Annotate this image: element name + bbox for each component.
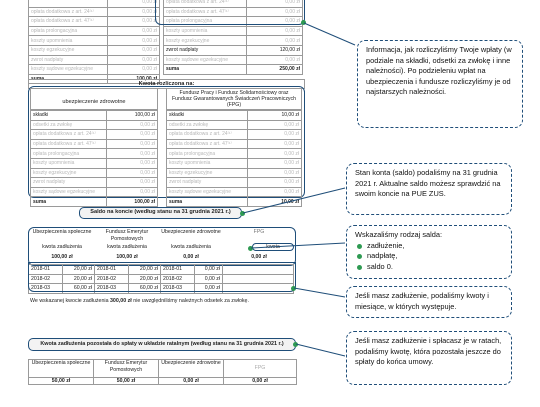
row-value: 0,00 zł — [107, 65, 159, 75]
inst-value-zdr: 0,00 zł — [158, 377, 224, 385]
connector-line-4 — [294, 288, 345, 297]
saldo-note-suffix: nie uwzględniliśmy należnych odsetek za zwłokę. — [131, 298, 249, 304]
row-label: opłata dodatkowa z art. 24⁽¹⁾ — [31, 130, 107, 140]
inst-value-fpg: 0,00 zł — [223, 377, 297, 385]
row-value: 100,00 zł — [107, 197, 158, 207]
callout-payments: Informacja, jak rozliczyliśmy Twoje wpłaty (w podziale na składki, odsetki za zwłokę i inne należności). Po podzieleniu wpłat na ubezpieczenia i fundusze rozliczyliśmy je od najstarszych należności. — [357, 40, 523, 128]
connector-line-3 — [251, 243, 345, 248]
saldo-type-list — [355, 241, 503, 273]
callout-installments: Jeśli masz zadłużenie i spłacasz je w ratach, podaliśmy kwotę, która pozostała jeszcze do spłaty do końca umowy. — [346, 331, 512, 385]
fpg-header: Fundusz Pracy i Fundusz Solidarnościowy oraz Fundusz Gwarantowanych Świadczeń Pracowniczych (FPG) — [166, 88, 302, 110]
row-value: 0,00 zł — [107, 7, 159, 17]
debt-month: 2018-02 — [29, 274, 63, 284]
inst-header-zus: Ubezpieczenia społeczne — [28, 359, 94, 378]
row-label: opłata prolongacyjna — [167, 149, 248, 159]
debt-amount: 0,00 zł — [194, 284, 222, 294]
row-label: opłata prolongacyjna — [31, 149, 107, 159]
row-label: koszty sądowe egzekucyjne — [164, 55, 247, 65]
health-header: ubezpieczenie zdrowotne — [30, 88, 158, 110]
saldo-sub-fep: kwota zadłużenia — [107, 244, 147, 250]
row-label: opłata prolongacyjna — [164, 17, 247, 27]
row-label: opłata dodatkowa z art. 24⁽¹⁾ — [164, 0, 247, 7]
row-value: 10,00 zł — [248, 197, 302, 207]
row-value: 0,00 zł — [107, 26, 159, 36]
row-label: zwrot nadpłaty — [29, 55, 108, 65]
row-label: opłata prolongacyjna — [29, 26, 108, 36]
saldo-header-zus: Ubezpieczenia społeczne — [32, 229, 92, 235]
row-value: 0,00 zł — [107, 178, 158, 188]
debt-amount: 20,00 zł — [62, 274, 94, 284]
debt-month: 2018-02 — [95, 274, 129, 284]
saldo-bar: Saldo na koncie (według stanu na 31 grudnia 2021 r.) — [79, 207, 242, 219]
row-value: 0,00 zł — [107, 139, 158, 149]
row-value: 0,00 zł — [107, 149, 158, 159]
debt-amount: 20,00 zł — [128, 274, 160, 284]
row-value: 0,00 zł — [107, 36, 159, 46]
row-value: 0,00 zł — [107, 158, 158, 168]
debt-month: 2018-03 — [29, 284, 63, 294]
inst-header-fep: Fundusz Emerytur Pomostowych — [93, 359, 159, 378]
row-label: opłata dodatkowa z art. 47⁽¹⁾ — [31, 139, 107, 149]
callout-saldo-type-title: Wskazaliśmy rodzaj salda: — [355, 230, 443, 239]
row-label: zwrot nadpłaty — [164, 45, 247, 55]
row-value: 0,00 zł — [248, 178, 302, 188]
installment-bar: Kwota zadłużenia pozostała do spłaty w układzie ratalnym (według stanu na 31 grudnia 2021 r.) — [28, 338, 296, 351]
row-value: 0,00 zł — [248, 120, 302, 130]
row-label: koszty sądowe egzekucyjne — [167, 187, 248, 197]
debt-amount: 20,00 zł — [128, 265, 160, 275]
row-value: 100,00 zł — [107, 111, 158, 121]
row-value: 0,00 zł — [107, 55, 159, 65]
debt-amount: 0,00 zł — [194, 274, 222, 284]
row-label: koszty upomnienia — [167, 158, 248, 168]
row-value: 0,00 zł — [248, 158, 302, 168]
row-value: 0,00 zł — [248, 130, 302, 140]
row-value: 0,00 zł — [248, 149, 302, 159]
debt-month: 2018-01 — [95, 265, 129, 275]
row-value: 0,00 zł — [247, 0, 303, 7]
row-value: 0,00 zł — [248, 139, 302, 149]
row-label: opłata dodatkowa z art. 47⁽¹⁾ — [29, 17, 108, 27]
saldo-header-fep: Fundusz Emerytur Pomostowych — [105, 229, 149, 242]
debt-month: 2018-01 — [161, 265, 195, 275]
row-value: 10,00 zł — [248, 111, 302, 121]
row-label: suma — [29, 74, 108, 84]
row-value: 0,00 zł — [247, 17, 303, 27]
row-value: 0,00 zł — [107, 17, 159, 27]
distributed-title: Kwota rozliczona na: — [28, 79, 305, 89]
saldo-type-item: saldo 0. — [355, 262, 503, 273]
saldo-sub-fpg: kwota — [252, 243, 294, 251]
row-label: koszty sądowe egzekucyjne — [31, 187, 107, 197]
callout-saldo-type — [346, 225, 512, 279]
debt-amount: 60,00 zł — [128, 284, 160, 294]
row-label: odsetki za zwłokę — [31, 120, 107, 130]
row-label: zwrot nadpłaty — [167, 178, 248, 188]
row-label: koszty upomnienia — [164, 26, 247, 36]
saldo-type-item: nadpłatę, — [355, 251, 503, 262]
row-label: opłata dodatkowa z art. 47⁽¹⁾ — [164, 7, 247, 17]
row-value: 0,00 zł — [107, 187, 158, 197]
callout-debt-months: Jeśli masz zadłużenie, podaliśmy kwoty i miesiące, w których występuje. — [346, 286, 512, 318]
row-value: 0,00 zł — [247, 26, 303, 36]
row-label: opłata dodatkowa z art. 24⁽¹⁾ — [29, 7, 108, 17]
row-value: 250,00 zł — [247, 65, 303, 75]
row-value: 0,00 zł — [247, 36, 303, 46]
inst-value-zus: 50,00 zł — [28, 377, 94, 385]
saldo-total-fpg: 0,00 zł — [251, 254, 267, 260]
row-value: 0,00 zł — [107, 0, 159, 7]
saldo-header-fpg: FPG — [253, 229, 265, 235]
row-value: 0,00 zł — [247, 7, 303, 17]
inst-header-zdr: Ubezpieczenie zdrowotne — [158, 359, 224, 378]
connector-line-5 — [296, 344, 345, 356]
inst-value-fep: 50,00 zł — [93, 377, 159, 385]
connector-line-1 — [304, 23, 355, 45]
row-label: koszty egzekucyjne — [164, 36, 247, 46]
row-value: 0,00 zł — [248, 168, 302, 178]
row-label: opłata dodatkowa z art. 24⁽¹⁾ — [167, 130, 248, 140]
row-value: 100,00 zł — [107, 74, 159, 84]
saldo-sub-zdr: kwota zadłużenia — [171, 244, 211, 250]
saldo-total-zus: 100,00 zł — [51, 254, 73, 260]
row-label: składki — [31, 111, 107, 121]
row-value: 0,00 zł — [107, 45, 159, 55]
row-label: suma — [167, 197, 248, 207]
row-value: 0,00 zł — [107, 130, 158, 140]
debt-amount: 60,00 zł — [62, 284, 94, 294]
saldo-header-zdr: Ubezpieczenie zdrowotne — [161, 229, 221, 235]
connector-line-2 — [243, 188, 345, 213]
row-label: koszty upomnienia — [29, 36, 108, 46]
row-label: koszty egzekucyjne — [167, 168, 248, 178]
saldo-total-zdr: 0,00 zł — [183, 254, 199, 260]
saldo-note-amount: 300,00 zł — [109, 298, 132, 304]
row-label: suma — [31, 197, 107, 207]
inst-header-fpg: FPG — [223, 359, 297, 378]
row-value: 120,00 zł — [247, 45, 303, 55]
debt-amount: 0,00 zł — [194, 265, 222, 275]
debt-amount: 20,00 zł — [62, 265, 94, 275]
row-value: 0,00 zł — [247, 55, 303, 65]
saldo-type-item: zadłużenie, — [355, 241, 503, 252]
saldo-sub-zus: kwota zadłużenia — [42, 244, 82, 250]
row-label: koszty upomnienia — [31, 158, 107, 168]
saldo-total-fep: 100,00 zł — [116, 254, 138, 260]
row-label: składki — [167, 111, 248, 121]
row-label: zwrot nadpłaty — [31, 178, 107, 188]
callout-saldo-date: Stan konta (saldo) podaliśmy na 31 grudnia 2021 r. Aktualne saldo możesz sprawdzić na swoim koncie na PUE ZUS. — [346, 163, 512, 215]
debt-month: 2018-03 — [95, 284, 129, 294]
row-value: 0,00 zł — [107, 120, 158, 130]
row-label: koszty egzekucyjne — [29, 45, 108, 55]
debt-month: 2018-03 — [161, 284, 195, 294]
row-label: koszty sądowe egzekucyjne — [29, 65, 108, 75]
debt-month: 2018-01 — [29, 265, 63, 275]
row-label: odsetki za zwłokę — [167, 120, 248, 130]
row-label: opłata dodatkowa z art. 47⁽¹⁾ — [167, 139, 248, 149]
row-value: 0,00 zł — [248, 187, 302, 197]
row-value: 0,00 zł — [107, 168, 158, 178]
row-label: suma — [164, 65, 247, 75]
debt-month: 2018-02 — [161, 274, 195, 284]
row-label: koszty egzekucyjne — [31, 168, 107, 178]
saldo-note-prefix: We wskazanej kwocie zadłużenia — [30, 298, 110, 304]
